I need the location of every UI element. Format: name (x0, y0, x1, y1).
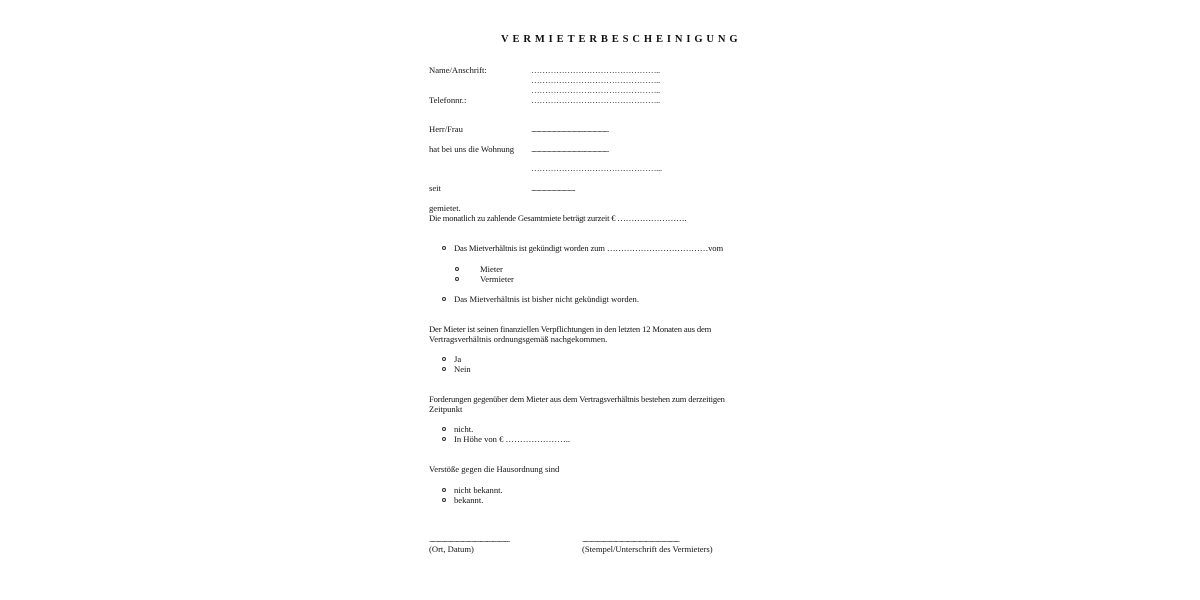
document-title: VERMIETERBESCHEINIGUNG (501, 34, 742, 45)
claims-none-radio-icon[interactable] (442, 427, 446, 431)
name-address-line-3: ……………………………………….. (531, 85, 660, 95)
by-tenant-label: Mieter (480, 264, 503, 274)
house-rules-known-label: bekannt. (454, 495, 484, 505)
claims-statement-line-1: Forderungen gegenüber dem Mieter aus dem Vertragsverhältnis bestehen zum derzeitigen (429, 394, 725, 404)
obligations-yes-label: Ja (454, 354, 462, 364)
phone-label: Telefonnr.: (429, 95, 467, 105)
stamp-signature-label: (Stempel/Unterschrift des Vermieters) (582, 544, 713, 554)
stamp-signature-line: ................................................................................. (582, 534, 680, 544)
apartment-line-1: .............................................................. (531, 144, 609, 154)
by-landlord-label: Vermieter (480, 274, 514, 284)
claims-none-label: nicht. (454, 424, 474, 434)
house-rules-known-radio-icon[interactable] (442, 498, 446, 502)
terminated-radio-icon[interactable] (442, 246, 446, 250)
obligations-statement-line-2: Vertragsverhältnis ordnungsgemäß nachgekommen. (429, 334, 608, 344)
tenant-line: .............................................................. (531, 124, 609, 134)
obligations-no-label: Nein (454, 364, 471, 374)
tenant-label: Herr/Frau (429, 124, 463, 134)
claims-amount-label: In Höhe von € ………………….. (454, 434, 571, 444)
name-address-line-1: ……………………………………….. (531, 65, 660, 75)
by-tenant-radio-icon[interactable] (455, 267, 459, 271)
house-rules-not-known-radio-icon[interactable] (442, 488, 446, 492)
place-date-line: ................................................................... (429, 534, 510, 544)
place-date-label: (Ort, Datum) (429, 544, 474, 554)
house-rules-statement: Verstöße gegen die Hausordnung sind (429, 464, 560, 474)
claims-statement-line-2: Zeitpunkt (429, 404, 463, 414)
phone-line: ……………………………………….. (531, 95, 660, 105)
not-terminated-text: Das Mietverhältnis ist bisher nicht gekündigt worden. (454, 294, 639, 304)
not-terminated-radio-icon[interactable] (442, 297, 446, 301)
rented-text: gemietet. (429, 203, 461, 213)
obligations-no-radio-icon[interactable] (442, 367, 446, 371)
total-rent-text: Die monatlich zu zahlende Gesamtmiete beträgt zurzeit € ……………………. (429, 213, 687, 223)
since-label: seit (429, 183, 441, 193)
by-landlord-radio-icon[interactable] (455, 277, 459, 281)
landlord-certificate-form (429, 0, 769, 600)
house-rules-not-known-label: nicht bekannt. (454, 485, 503, 495)
obligations-yes-radio-icon[interactable] (442, 357, 446, 361)
name-address-label: Name/Anschrift: (429, 65, 487, 75)
since-line: ................................... (531, 183, 575, 193)
apartment-label: hat bei uns die Wohnung (429, 144, 515, 154)
claims-amount-radio-icon[interactable] (442, 437, 446, 441)
obligations-statement-line-1: Der Mieter ist seinen finanziellen Verpflichtungen in den letzten 12 Monaten aus dem (429, 324, 712, 334)
name-address-line-2: ……………………………………….. (531, 75, 660, 85)
terminated-text: Das Mietverhältnis ist gekündigt worden zum ………………………………vom (454, 243, 723, 253)
apartment-line-2: ………………………………………... (531, 163, 662, 173)
